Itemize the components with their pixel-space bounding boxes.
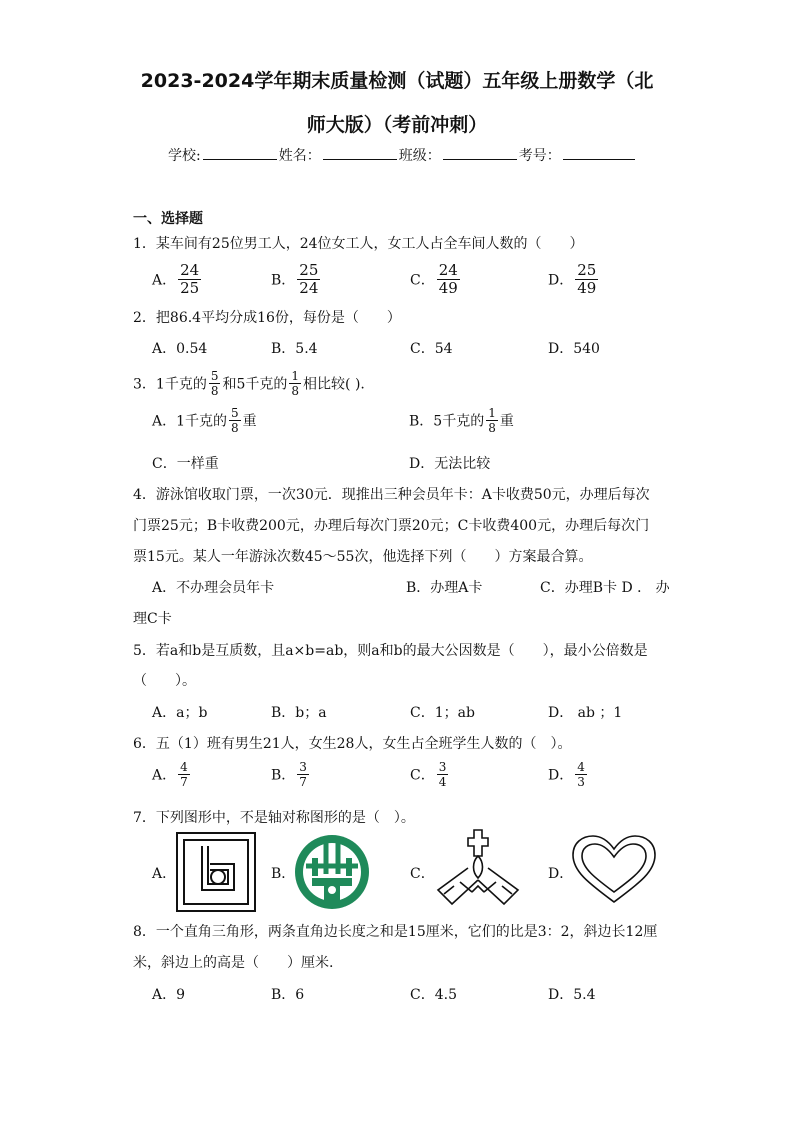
denominator: 3 xyxy=(577,775,585,789)
option-letter: C． xyxy=(410,767,435,784)
option-letter: D． xyxy=(548,272,574,289)
q1-option-a[interactable] xyxy=(152,263,203,296)
numerator: 24 xyxy=(180,261,200,279)
fraction xyxy=(229,407,241,434)
q3-text-part: 和5千克的 xyxy=(222,376,288,393)
numerator: 3 xyxy=(438,760,447,774)
question-5-line1: 5．若a和b是互质数，且a×b=ab，则a和b的最大公因数是（ ），最小公倍数是 xyxy=(133,643,648,659)
numerator: 4 xyxy=(180,760,188,774)
q8-option-c[interactable]: C．4.5 xyxy=(410,987,457,1003)
q5-option-c[interactable]: C．1；ab xyxy=(410,705,475,721)
numerator: 5 xyxy=(231,406,239,420)
numerator: 1 xyxy=(488,406,496,420)
denominator: 7 xyxy=(180,775,188,789)
denominator: 8 xyxy=(210,384,219,398)
section-heading: 一、选择题 xyxy=(133,211,203,227)
denominator: 7 xyxy=(299,775,307,789)
page-title-line2: 师大版）（考前冲刺） xyxy=(306,114,488,136)
fraction xyxy=(575,761,587,788)
fraction xyxy=(437,761,449,788)
option-text: A．1千克的 xyxy=(152,413,228,430)
number-label: 考号： xyxy=(518,148,561,164)
fraction xyxy=(575,263,598,296)
question-4-line3: 票15元。某人一年游泳次数45～55次，他选择下列（ ）方案最合算。 xyxy=(133,549,593,565)
q7-option-a-label[interactable]: A． xyxy=(152,866,177,882)
fraction xyxy=(297,761,309,788)
question-8-line1: 8．一个直角三角形，两条直角边长度之和是15厘米，它们的比是3：2，斜边长12厘 xyxy=(133,924,658,940)
question-4-line1: 4．游泳馆收取门票，一次30元．现推出三种会员年卡：A卡收费50元，办理后每次 xyxy=(133,487,650,503)
numerator: 24 xyxy=(438,261,458,279)
denominator: 8 xyxy=(231,421,239,435)
name-label: 姓名： xyxy=(278,148,321,164)
number-blank[interactable] xyxy=(563,145,635,160)
question-2-text: 2．把86.4平均分成16份，每份是（ ） xyxy=(133,310,401,326)
q6-option-c[interactable] xyxy=(410,761,450,788)
question-5-line2: （ ）。 xyxy=(133,673,196,689)
fraction xyxy=(486,407,498,434)
question-7-text: 7．下列图形中，不是轴对称图形的是（ ）。 xyxy=(133,810,415,826)
numerator: 25 xyxy=(577,261,597,279)
q2-option-b[interactable]: B．5.4 xyxy=(271,341,318,357)
q5-option-b[interactable]: B．b；a xyxy=(271,705,327,721)
denominator: 25 xyxy=(180,279,200,297)
q7-option-b-label[interactable]: B． xyxy=(271,866,296,882)
q8-option-b[interactable]: B．6 xyxy=(271,987,305,1003)
q4-option-d-cont[interactable]: 理C卡 xyxy=(133,611,172,627)
denominator: 4 xyxy=(438,775,447,789)
school-label: 学校: xyxy=(168,148,201,164)
q8-option-d[interactable]: D．5.4 xyxy=(548,987,596,1003)
q3-option-b[interactable] xyxy=(409,407,514,434)
q1-option-b[interactable] xyxy=(271,263,322,296)
denominator: 8 xyxy=(488,421,496,435)
fraction xyxy=(209,370,221,397)
name-blank[interactable] xyxy=(323,145,397,160)
class-label: 班级： xyxy=(398,148,441,164)
q8-option-a[interactable]: A．9 xyxy=(152,987,186,1003)
q5-option-a[interactable]: A．a；b xyxy=(152,705,208,721)
question-8-line2: 米，斜边上的高是（ ）厘米. xyxy=(133,955,334,971)
q3-option-a[interactable] xyxy=(152,407,257,434)
square-logo-icon[interactable] xyxy=(176,832,256,912)
q4-option-a[interactable]: A．不办理会员年卡 xyxy=(152,580,275,596)
fraction xyxy=(289,370,301,397)
q1-option-c[interactable] xyxy=(410,263,462,296)
q3-text-part: 相比较( ). xyxy=(303,376,365,393)
q1-option-d[interactable] xyxy=(548,263,600,296)
option-text: B．5千克的 xyxy=(409,413,485,430)
q3-option-d[interactable]: D．无法比较 xyxy=(409,456,491,472)
student-info-line xyxy=(168,145,637,165)
fraction xyxy=(437,263,460,296)
denominator: 24 xyxy=(299,279,319,297)
denominator: 8 xyxy=(291,384,300,398)
q6-option-d[interactable] xyxy=(548,761,589,788)
fraction xyxy=(178,761,190,788)
numerator: 1 xyxy=(291,369,300,383)
q6-option-a[interactable] xyxy=(152,761,192,788)
class-blank[interactable] xyxy=(443,145,517,160)
q2-option-a[interactable]: A．0.54 xyxy=(152,341,208,357)
q7-option-c-label[interactable]: C． xyxy=(410,866,435,882)
q2-option-c[interactable]: C．54 xyxy=(410,341,453,357)
option-letter: A． xyxy=(152,272,177,289)
denominator: 49 xyxy=(438,279,458,297)
trisymmetric-figure-icon[interactable] xyxy=(432,828,524,910)
denominator: 49 xyxy=(577,279,597,297)
page-title-line1: 2023-2024学年期末质量检测（试题）五年级上册数学（北 xyxy=(140,70,654,92)
question-6-text: 6．五（1）班有男生21人，女生28人，女生占全班学生人数的（ ）。 xyxy=(133,736,572,752)
option-letter: A． xyxy=(152,767,177,784)
numerator: 3 xyxy=(299,760,307,774)
option-letter: B． xyxy=(271,272,296,289)
question-3-text xyxy=(133,370,365,397)
numerator: 5 xyxy=(210,369,219,383)
q4-option-b[interactable]: B．办理A卡 xyxy=(406,580,483,596)
option-letter: C． xyxy=(410,272,435,289)
q3-option-c[interactable]: C．一样重 xyxy=(152,456,219,472)
numerator: 25 xyxy=(299,261,319,279)
option-text: 重 xyxy=(499,413,514,430)
option-letter: D． xyxy=(548,767,574,784)
question-1-text: 1．某车间有25位男工人，24位女工人，女工人占全车间人数的（ ） xyxy=(133,236,584,252)
bank-logo-icon[interactable] xyxy=(292,832,372,912)
q2-option-d[interactable]: D．540 xyxy=(548,341,600,357)
q4-option-c-d[interactable]: C．办理B卡 D ． 办 xyxy=(540,580,670,596)
school-blank[interactable] xyxy=(203,145,277,160)
option-text: 重 xyxy=(242,413,257,430)
q6-option-b[interactable] xyxy=(271,761,311,788)
question-4-line2: 门票25元；B卡收费200元，办理后每次门票20元；C卡收费400元，办理后每次门 xyxy=(133,518,650,534)
q5-option-d[interactable]: D． ab ；1 xyxy=(548,705,623,721)
q7-option-d-label[interactable]: D． xyxy=(548,866,574,882)
fraction xyxy=(297,263,320,296)
option-letter: B． xyxy=(271,767,296,784)
q3-text-part: 3．1千克的 xyxy=(133,376,207,393)
heart-icon[interactable] xyxy=(570,834,658,906)
numerator: 4 xyxy=(577,760,585,774)
fraction xyxy=(178,263,201,296)
